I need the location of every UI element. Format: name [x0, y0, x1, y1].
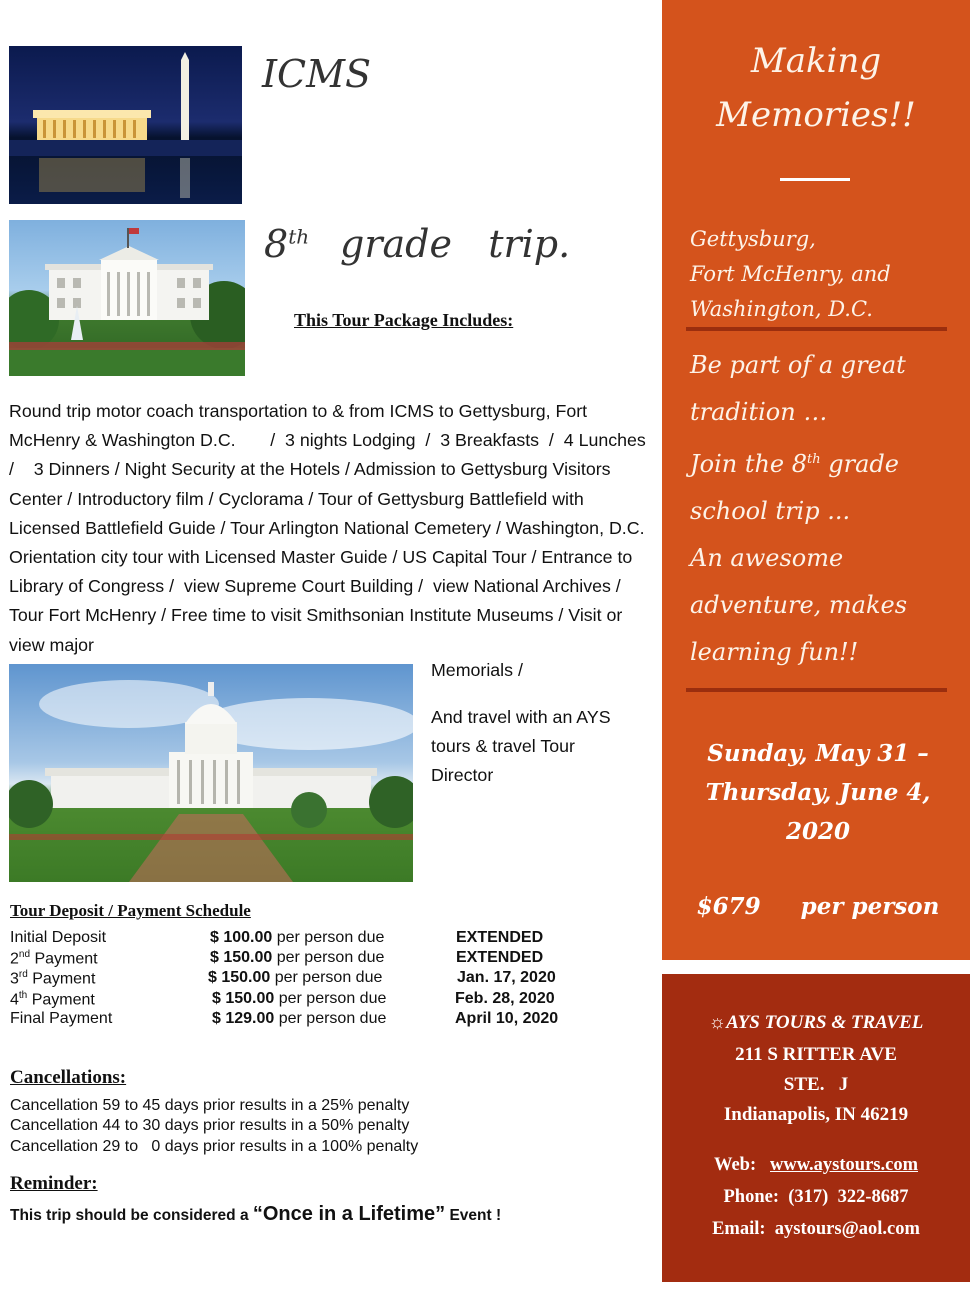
- payment-due: Feb. 28, 2020: [455, 990, 555, 1007]
- payment-label: Initial Deposit: [10, 929, 107, 946]
- payment-label: 2nd Payment: [10, 949, 98, 968]
- payment-amount: $ 150.00 per person due: [210, 949, 385, 966]
- payment-row-4th: [10, 990, 610, 1010]
- phone-number: (317) 322-8687: [788, 1187, 909, 1207]
- phone-line: Phone: (317) 322-8687: [723, 1187, 909, 1207]
- school-title: ICMS: [262, 52, 372, 96]
- address-suite: STE. J: [783, 1074, 849, 1095]
- cancellation-line: Cancellation 44 to 30 days prior results in a 50% penalty: [10, 1117, 410, 1134]
- slogan-divider: [780, 178, 850, 181]
- divider-rule: [686, 688, 947, 692]
- cancellations-heading: Cancellations:: [10, 1067, 127, 1088]
- payment-due: Jan. 17, 2020: [457, 969, 556, 986]
- payment-row-final: [10, 1010, 610, 1030]
- package-description: Round trip motor coach transportation to & from ICMS to Gettysburg, Fort McHenry & Washington D.C. / 3 nights Lodging / 3 Breakfasts / 4 Lunches / 3 Dinners / Night Security at the Hotels / Admission to Gettysburg Visitors Center / Introductory film / Cyclorama / Tour of Gettysburg Battlefield with Licensed Battlefield Guide / Tour Arlington National Cemetery / Washington, D.C. Orientation city tour with Licensed Master Guide / US Capital Tour / Entrance to Library of Congress / view Supreme Court Building / view National Archives / Tour Fort McHenry / Free time to visit Smithsonian Institute Museums / Visit or view major: [9, 401, 651, 655]
- payment-amount: $ 150.00 per person due: [212, 990, 387, 1007]
- email-address[interactable]: aystours@aol.com: [774, 1219, 920, 1239]
- sun-icon: ☼: [708, 1012, 727, 1033]
- trip-dates: Sunday, May 31 – Thursday, June 4, 2020: [705, 740, 931, 845]
- address-street: 211 S RITTER AVE: [735, 1044, 897, 1065]
- payment-row-initial: [10, 929, 610, 949]
- website-link[interactable]: www.aystours.com: [770, 1155, 918, 1175]
- payment-due: April 10, 2020: [455, 1010, 559, 1027]
- tradition-text: Be part of a great tradition … Join the 8th grade school trip ... An awesome adventure, makes learning fun!!: [690, 351, 908, 666]
- destinations: Gettysburg, Fort McHenry, and Washington, D.C.: [690, 227, 891, 321]
- payment-label: 3rd Payment: [10, 969, 96, 988]
- payment-due: EXTENDED: [456, 929, 544, 946]
- payment-schedule-heading: Tour Deposit / Payment Schedule: [10, 901, 251, 920]
- cancellation-line: Cancellation 59 to 45 days prior results in a 25% penalty: [10, 1097, 410, 1114]
- payment-label: Final Payment: [10, 1010, 113, 1027]
- reminder-text: This trip should be considered a “Once in a Lifetime” Event !: [10, 1203, 502, 1225]
- cancellation-line: Cancellation 29 to 0 days prior results in a 100% penalty: [10, 1138, 419, 1155]
- divider-rule: [686, 327, 947, 331]
- company-name: ☼AYS TOURS & TRAVEL: [708, 1012, 924, 1033]
- web-line: Web: www.aystours.com: [713, 1155, 918, 1175]
- capitol-photo: [9, 664, 413, 882]
- trip-heading: grade trip.: [340, 222, 571, 266]
- payment-label: 4th Payment: [10, 990, 95, 1009]
- payment-row-2nd: [10, 949, 610, 969]
- payment-amount: $ 150.00 per person due: [208, 969, 383, 986]
- payment-row-3rd: [10, 969, 610, 989]
- ays-director-note: And travel with an AYS tours & travel Tour Director: [431, 707, 611, 786]
- grade-number: 8th: [264, 222, 310, 266]
- payment-due: EXTENDED: [456, 949, 544, 966]
- white-house-photo: [9, 220, 245, 376]
- memorials-text: Memorials /: [431, 660, 523, 680]
- slogan: Making Memories!!: [716, 41, 916, 135]
- package-heading: This Tour Package Includes:: [294, 310, 514, 330]
- reminder-heading: Reminder:: [10, 1173, 98, 1194]
- trip-price: $679 per person: [696, 893, 940, 920]
- email-line: Email: aystours@aol.com: [712, 1219, 920, 1239]
- payment-amount: $ 100.00 per person due: [210, 929, 385, 946]
- address-city: Indianapolis, IN 46219: [723, 1104, 909, 1125]
- lincoln-memorial-photo: [9, 46, 242, 204]
- payment-amount: $ 129.00 per person due: [212, 1010, 387, 1027]
